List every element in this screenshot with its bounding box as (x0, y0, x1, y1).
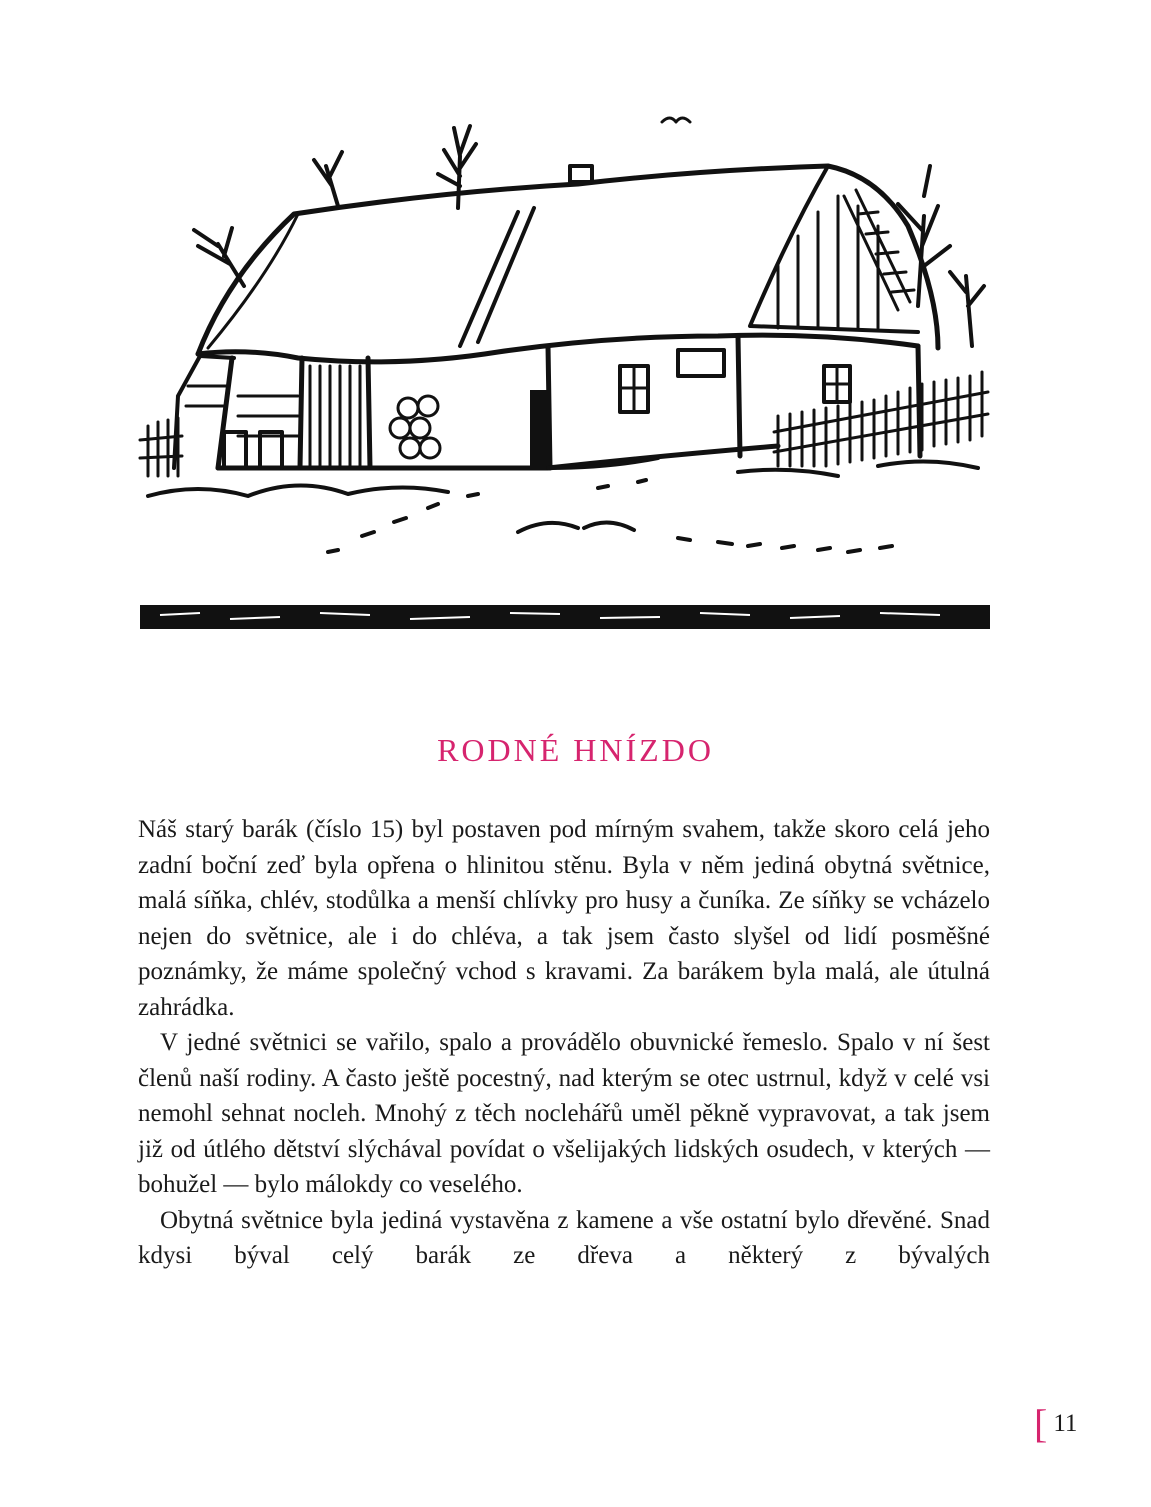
house-illustration (138, 96, 994, 566)
folio-bracket: [ (1034, 1401, 1048, 1446)
page-number (1034, 1401, 1078, 1446)
decorative-rule (140, 601, 990, 633)
body-text (138, 812, 990, 1274)
paragraph-3: Obytná světnice byla jediná vystavěna z kamene a vše ostatní bylo dřevěné. Snad kdysi býval celý barák ze dřeva a některý z bývalých (138, 1206, 990, 1269)
paragraph-1: Náš starý barák (číslo 15) byl postaven pod mírným svahem, takže skoro celá jeho zadní boční zeď byla opřena o hlinitou stěnu. Byla v něm jediná obytná světnice, malá síňka, chlév, stodůlka a menší chlívky pro husy a čuníka. Ze síňky se vcházelo nejen do světnice, ale i do chléva, a tak jsem často slyšel od lidí posměšné poznámky, že máme společný vchod s kravami. Za barákem byla malá, ale útulná zahrádka. (138, 816, 990, 1021)
paragraph-2: V jedné světnici se vařilo, spalo a provádělo obuvnické řemeslo. Spalo v ní šest členů naší rodiny. A často ještě pocestný, nad kterým se otec ustrnul, když v celé vsi nemohl sehnat nocleh. Mnohý z těch noclehářů uměl pěkně vypravovat, a tak jsem již od útlého dětství slýchával povídat o všelijakých lidských osudech, v kterých — bohužel — bylo málokdy co veselého. (138, 1029, 990, 1198)
folio-number: 11 (1053, 1410, 1078, 1437)
chapter-title: RODNÉ HNÍZDO (437, 732, 714, 768)
